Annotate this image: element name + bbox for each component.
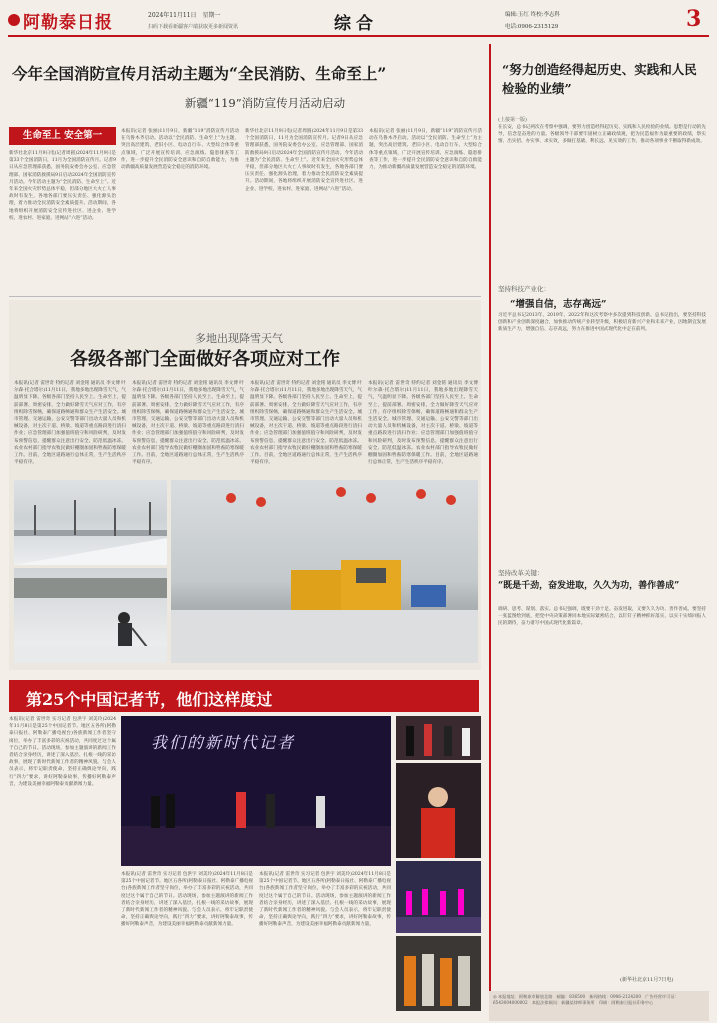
article1-title: 今年全国消防宣传月活动主题为“全民消防、生命至上” [12,64,387,83]
header-date: 2024年11月11日 星期一 [148,12,221,19]
article2-title: 各级各部门全面做好各项应对工作 [70,349,340,370]
article3-title: 第25个中国记者节，他们这样度过 [26,690,273,709]
article1-col1: 新华社北京11月9日电(记者周圆)2024年11月9日是第33个全国消防日，11月为全国消防宣传月。记者9日从应急管理部获悉，国务院安委会办公室、应急管理部、国家消防救援局9日启动2024年全国消防宣传月活动。今年活动主题为“全民消防、生命至上”。近年来全国火灾形势总体平稳，但部分地区大火亡人事故时有发生，各地各部门要压实责任、强化源头治理，着力推动全民消防安全素质提升。活动期间，各地将组织开展消防安全宣传进社区、进企业、进学校、进农村、进家庭、进网站“六进”活动。 [9,151,116,221]
logo-icon [8,14,20,26]
article2-col2: 本报讯(记者 雷世奇 特约记者 刘金铭 通讯员 李文博 叶尔森·托合塔尔)11月11日，我地多地出现降雪天气，气温明显下降。各级各部门坚持人民至上、生命至上，提前部署、周密安排，全力做好降雪天气应对工作，有序组织除雪保畅，确保道路畅通和群众生产生活安全。城市管理、交通运输、公安交警等部门出动大量人员和机械设备，对主次干道、桥梁、坡道等重点路段进行清扫作业；应急管理部门加强值班值守和风险研判，及时发布预警信息，提醒群众注意出行安全、防范低温冰冻。农业农村部门指导农牧民做好棚圈加固和牲畜防寒保暖工作。目前，全地区道路通行总体正常，生产生活秩序平稳有序。 [132,381,244,466]
sidebar-text-2: 习近平总书记2013年、2019年、2022年和这次考察中多次提到科技创新。总书记指出，要坚持科技创新和产业创新深度融合，加快推动传统产业转型升级，积极培育新兴产业和未来产业，因地制宜发展新质生产力，增强自信、志存高远，努力在推进中国式现代化中走在前列。 [498,313,706,333]
article2-col3: 本报讯(记者 雷世奇 特约记者 刘金铭 通讯员 李文博 叶尔森·托合塔尔)11月11日，我地多地出现降雪天气，气温明显下降。各级各部门坚持人民至上、生命至上，提前部署、周密安排，全力做好降雪天气应对工作，有序组织除雪保畅，确保道路畅通和群众生产生活安全。城市管理、交通运输、公安交警等部门出动大量人员和机械设备，对主次干道、桥梁、坡道等重点路段进行清扫作业；应急管理部门加强值班值守和风险研判，及时发布预警信息，提醒群众注意出行安全、防范低温冰冻。农业农村部门指导农牧民做好棚圈加固和牲畜防寒保暖工作。目前，全地区道路通行总体正常，生产生活秩序平稳有序。 [250,381,362,466]
sidebar-credit: (新华社北京11月7日电) [620,977,674,983]
article1-col3: 新华社北京11月9日电(记者周圆)2024年11月9日是第33个全国消防日，11月为全国消防宣传月。记者9日从应急管理部获悉，国务院安委会办公室、应急管理部、国家消防救援局9日启动2024年全国消防宣传月活动。今年活动主题为“全民消防、生命至上”。近年来全国火灾形势总体平稳，但部分地区大火亡人事故时有发生，各地各部门要压实责任、强化源头治理，着力推动全民消防安全素质提升。活动期间，各地将组织开展消防安全宣传进社区、进企业、进学校、进农村、进家庭、进网站“六进”活动。 [245,129,363,192]
article3-col2: 本报讯(记者 雷世奇 实习记者 包洪宇 刘美玲)2024年11月8日是第25个中国记者节。地区五各所(阿勒泰日报社、阿勒泰广播电视台)各族新闻工作者坚守岗位，举办了丰富多彩的庆祝活动，共同度过这个属于自己的节日。活动现场，参加主题演讲的新闻工作者结合亲身经历，讲述了深入基层、扎根一线的采访故事，展现了新时代新闻工作者的精神风貌。与会人员表示，将牢记职责使命，坚持正确舆论导向，践行“四力”要求，讲好阿勒泰故事，传播好阿勒泰声音，为建设美丽幸福阿勒泰贡献新闻力量。 [121,872,253,928]
article1-subtitle: 新疆“119”消防宣传月活动启动 [184,96,346,110]
header-editor: 编辑:玉红 终校:李志科 [505,12,560,18]
sidebar-dateline: (上接第一版) [498,117,527,123]
divider [9,296,481,297]
article1-col4: 本报讯(记者 张丽)11月9日，新疆“119”消防宣传月活动在乌鲁木齐启动。活动以“全民消防、生命至上”为主题，突出高层建筑、老旧小区、电动自行车、大型综合体等重点领域，广泛开展宣传培训、应急演练、隐患排查等工作，进一步提升全民消防安全意识和自防自救能力，为推动新疆高质量发展营造安全稳定的消防环境。 [369,129,482,171]
stage-photo [121,716,391,866]
article1-col2: 本报讯(记者 张丽)11月9日，新疆“119”消防宣传月活动在乌鲁木齐启动。活动以“全民消防、生命至上”为主题，突出高层建筑、老旧小区、电动自行车、大型综合体等重点领域，广泛开展宣传培训、应急演练、隐患排查等工作，进一步提升全民消防安全意识和自防自救能力，为推动新疆高质量发展营造安全稳定的消防环境。 [121,129,239,171]
sidebar-subhead-2: 坚持改革关键： [498,569,544,577]
article2-kicker: 多地出现降雪天气 [195,332,283,345]
snow-photo-2 [14,568,167,663]
header-rule [8,35,709,37]
photo-presenters [396,716,481,760]
newspaper-logo: 阿勒泰日报 [23,12,113,33]
stage-photo-banner: 我们的新时代记者 [151,733,296,752]
article2-col1: 本报讯(记者 雷世奇 特约记者 刘金铭 通讯员 李文博 叶尔森·托合塔尔)11月11日，我地多地出现降雪天气，气温明显下降。各级各部门坚持人民至上、生命至上，提前部署、周密安排，全力做好降雪天气应对工作，有序组织除雪保畅，确保道路畅通和群众生产生活安全。城市管理、交通运输、公安交警等部门出动大量人员和机械设备，对主次干道、桥梁、坡道等重点路段进行清扫作业；应急管理部门加强值班值守和风险研判，及时发布预警信息，提醒群众注意出行安全、防范低温冰冻。农业农村部门指导农牧民做好棚圈加固和牲畜防寒保暖工作。目前，全地区道路通行总体正常，生产生活秩序平稳有序。 [14,381,126,466]
snow-photo-3 [171,480,478,663]
masthead [8,9,148,31]
sidebar-subhead-1: 坚持科技产业化： [498,285,550,293]
page-number: 3 [686,6,702,32]
article3-col3: 本报讯(记者 雷世奇 实习记者 包洪宇 刘美玲)2024年11月8日是第25个中国记者节。地区五各所(阿勒泰日报社、阿勒泰广播电视台)各族新闻工作者坚守岗位，举办了丰富多彩的庆祝活动，共同度过这个属于自己的节日。活动现场，参加主题演讲的新闻工作者结合亲身经历，讲述了深入基层、扎根一线的采访故事，展现了新时代新闻工作者的精神风貌。与会人员表示，将牢记职责使命，坚持正确舆论导向，践行“四力”要求，讲好阿勒泰故事，传播好阿勒泰声音，为建设美丽幸福阿勒泰贡献新闻力量。 [259,872,391,928]
footer-info: ◎ 本报地址：阿勒泰市解放北路 邮编：836500 新闻热线：0906-2124200 广告经营许可证：6543004000002 本报法律顾问：新疆某律师事务所 印刷：阿勒泰日报社印务中心 [489,991,709,1021]
sidebar-quote-2: “既是千劲，奋发进取，久久为功，善作善成” [498,581,680,591]
article3-col1: 本报讯(记者 雷世奇 实习记者 包洪宇 刘美玲)2024年11月8日是第25个中国记者节。地区五各所(阿勒泰日报社、阿勒泰广播电视台)各族新闻工作者坚守岗位，举办了丰富多彩的庆祝活动，共同度过这个属于自己的节日。活动现场，参加主题演讲的新闻工作者结合亲身经历，讲述了深入基层、扎根一线的采访故事，展现了新时代新闻工作者的精神风貌。与会人员表示，将牢记职责使命，坚持正确舆论导向，践行“四力”要求，讲好阿勒泰故事，传播好阿勒泰声音，为建设美丽幸福阿勒泰贡献新闻力量。 [9,717,116,787]
photo-dancers [396,861,481,933]
section-title: 综合 [334,14,378,34]
snow-photo-1 [14,480,167,565]
photo-speaker [396,763,481,858]
sidebar-text-3: 调研、思考、谋划、落实。总书记强调，既要干劲十足、奋发进取，又要久久为功、善作善成。要坚持一张蓝图绘到底，把党中央决策部署同本地实际紧密结合，以钉钉子精神抓好落实，以实干实绩回报人民的期待，奋力谱写中国式现代化新篇章。 [498,607,706,627]
sidebar-quote-1: “增强自信，志存高远” [510,299,607,310]
header-scan-hint: 扫码下载看新疆客户端获取更多新闻资讯 [148,24,239,30]
photo-firefighters [396,936,481,1011]
sidebar-title: “努力创造经得起历史、实践和人民检验的业绩” [502,62,697,96]
article1-banner: 生命至上 安全第一 [9,127,116,145]
sidebar-rule [489,44,491,1012]
header-phone: 电话:0906-2315129 [505,24,559,30]
sidebar-text-1: 在长安，总书记两次在考察中强调，要努力创造经得起历史、实践和人民检验的业绩。思想是行动的先导，信念是奋进的力量。各级领导干部要牢固树立正确政绩观，把为民造福作为最重要的政绩，察实情、出实招、办实事、求实效，多做打基础、利长远、见实效的工作，推动各项事业不断取得新成效。 [498,125,706,145]
article2-col4: 本报讯(记者 雷世奇 特约记者 刘金铭 通讯员 李文博 叶尔森·托合塔尔)11月11日，我地多地出现降雪天气，气温明显下降。各级各部门坚持人民至上、生命至上，提前部署、周密安排，全力做好降雪天气应对工作，有序组织除雪保畅，确保道路畅通和群众生产生活安全。城市管理、交通运输、公安交警等部门出动大量人员和机械设备，对主次干道、桥梁、坡道等重点路段进行清扫作业；应急管理部门加强值班值守和风险研判，及时发布预警信息，提醒群众注意出行安全、防范低温冰冻。农业农村部门指导农牧民做好棚圈加固和牲畜防寒保暖工作。目前，全地区道路通行总体正常，生产生活秩序平稳有序。 [368,381,478,466]
